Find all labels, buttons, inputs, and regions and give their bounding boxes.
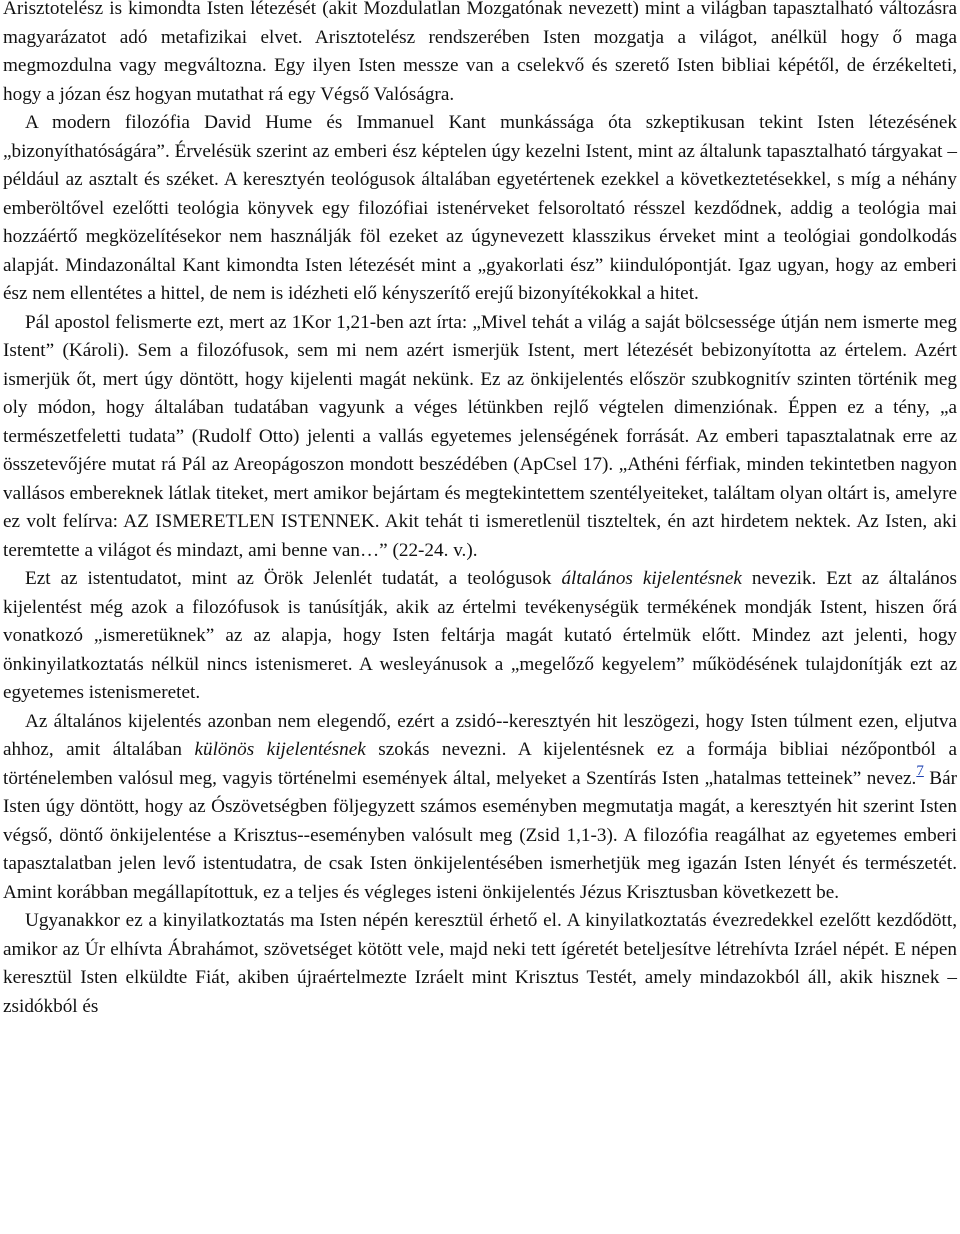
paragraph-text: Ezt az istentudatot, mint az Örök Jelenlét tudatát, a teológusok (25, 568, 562, 589)
paragraph-text: szokás nevezni. A kijelentésnek ez a formája bibliai nézőpontból a történelemben valósul meg, vagyis történelmi események által, melyeket a Szentírás Isten „hatalmas tetteinek” nevez. (3, 739, 958, 789)
footnote-link[interactable]: 7 (916, 762, 924, 779)
paragraph-text: Bár Isten úgy döntött, hogy az Ószövetségben följegyzett számos eseményben megmutatja magát, a keresztyén hit szerint Isten végső, döntő önkijelentése a Krisztus--eseményben valósult meg (Zsid 1,1-3). A filozófia reagálhat az egyetemes emberi tapasztalatban jelen levő istentudatra, de csak Isten önkijelentésében ismerhetjük meg igazán Isten lényét és természetét. Amint korábban megállapítottuk, ez a teljes és végleges isteni önkijelentés Jézus Krisztusban következett be. (3, 767, 957, 903)
paragraph-people-of-god: Ugyanakkor ez a kinyilatkoztatás ma Isten népén keresztül érhető el. A kinyilatkoztatás évezredekkel ezelőtt kezdődött, amikor az Úr elhívta Ábrahámot, szövetséget kötött vele, majd neki tett ígéretét beteljesítve létrehívta Izráel népét. E népen keresztül Isten elküldte Fiát, akiben újraértelmezte Izráelt mint Krisztus Testét, amely mindazokból áll, akik hisznek – zsidókból és (3, 910, 957, 1017)
paragraph-aristotle: Arisztotelész is kimondta Isten létezését (akit Mozdulatlan Mozgatónak nevezett) mint a világban tapasztalható változásra magyarázatot adó metafizikai elvet. Arisztotelész rendszerében Isten mozgatja a világot, anélkül hogy ő maga megmozdulna vagy megváltozna. Egy ilyen Isten messze van a cselekvő és szerető Isten bibliai képétől, de érzékelteti, hogy a józan ész hogyan mutathat rá egy Végső Valóságra. (3, 0, 957, 105)
paragraph-text: nevezik. Ezt az általános kijelentést még azok a filozófusok is tanúsítják, akik az értelmi tevékenységük termékének mondják Istent, hiszen őrá vonatkozó „ismeretüknek” az az alapja, hogy Isten feltárja magát kutató értelmük előtt. Mindez azt jelenti, hogy önkinyilatkoztatás nélkül nincs istenismeret. A wesleyánusok a „megelőző kegyelem” működésének tulajdonítják ezt az egyetemes istenismeretet. (3, 568, 957, 703)
paragraph-apostle-paul: Pál apostol felismerte ezt, mert az 1Kor 1,21-ben azt írta: „Mivel tehát a világ a saját bölcsessége útján nem ismerte meg Istent” (Károli). Sem a filozófusok, sem mi nem azért ismerjük Istent, mert létezését bebizonyította az értelem. Azért ismerjük őt, mert úgy döntött, hogy kijelenti magát nekünk. Ez az önkijelentés először szubkognitív szinten történik meg oly módon, hogy általában tudatában vagyunk a véges létünkben rejlő végtelen dimenziónak. Éppen ez a tény, „a természetfeletti tudata” (Rudolf Otto) jelenti a vallás egyetemes jelenségének forrását. Az emberi tapasztalatnak erre az összetevőjére mutat rá Pál az Areopágoszon mondott beszédében (ApCsel 17). „Athéni férfiak, minden tekintetben nagyon vallásos embereknek látlak titeket, mert amikor bejártam és megtekintettem szentélyeiteket, találtam olyan oltárt is, amelyre ez volt felírva: AZ ISMERETLEN ISTENNEK. Akit tehát ti ismeretlenül tiszteltek, én azt hirdetem nektek. Az Isten, aki teremtette a világot és mindazt, ami benne van…” (22-24. v.). (3, 311, 957, 561)
paragraph-general-revelation (3, 565, 957, 708)
paragraph-text: Az általános kijelentés azonban nem elegendő, ezért a zsidó--keresztyén hit leszögezi, hogy Isten túlment ezen, eljutva ahhoz, amit általában (3, 710, 957, 760)
emphasis-special-revelation: különös kijelentésnek (194, 739, 366, 760)
paragraph-modern-philosophy: A modern filozófia David Hume és Immanuel Kant munkássága óta szkeptikusan tekint Isten létezésének „bizonyíthatóságára”. Érvelésük szerint az emberi ész képtelen úgy kezelni Istent, mint az általunk tapasztalható tárgyakat – például az asztalt és széket. A keresztyén teológusok általában egyetértenek ezekkel a következtetésekkel, s míg a néhány emberöltővel ezelőtti teológia könyvek egy filozófiai istenérveket felsoroltató résszel kezdődnek, addig a teológia mai hozzáértő megközelítésekor nem használják föl ezeket az úgynevezett klasszikus érveket mint a teológiai gondolkodás alapját. Mindazonáltal Kant kimondta Isten létezését mint a „gyakorlati ész” kiindulópontját. Igaz ugyan, hogy az emberi ész nem ellentétes a hittel, de nem is idézheti elő kényszerítő erejű bizonyítékokkal a hitet. (3, 112, 957, 304)
emphasis-general-revelation: általános kijelentésnek (561, 568, 742, 589)
paragraph-special-revelation (3, 708, 957, 908)
document-page (3, 0, 957, 1021)
